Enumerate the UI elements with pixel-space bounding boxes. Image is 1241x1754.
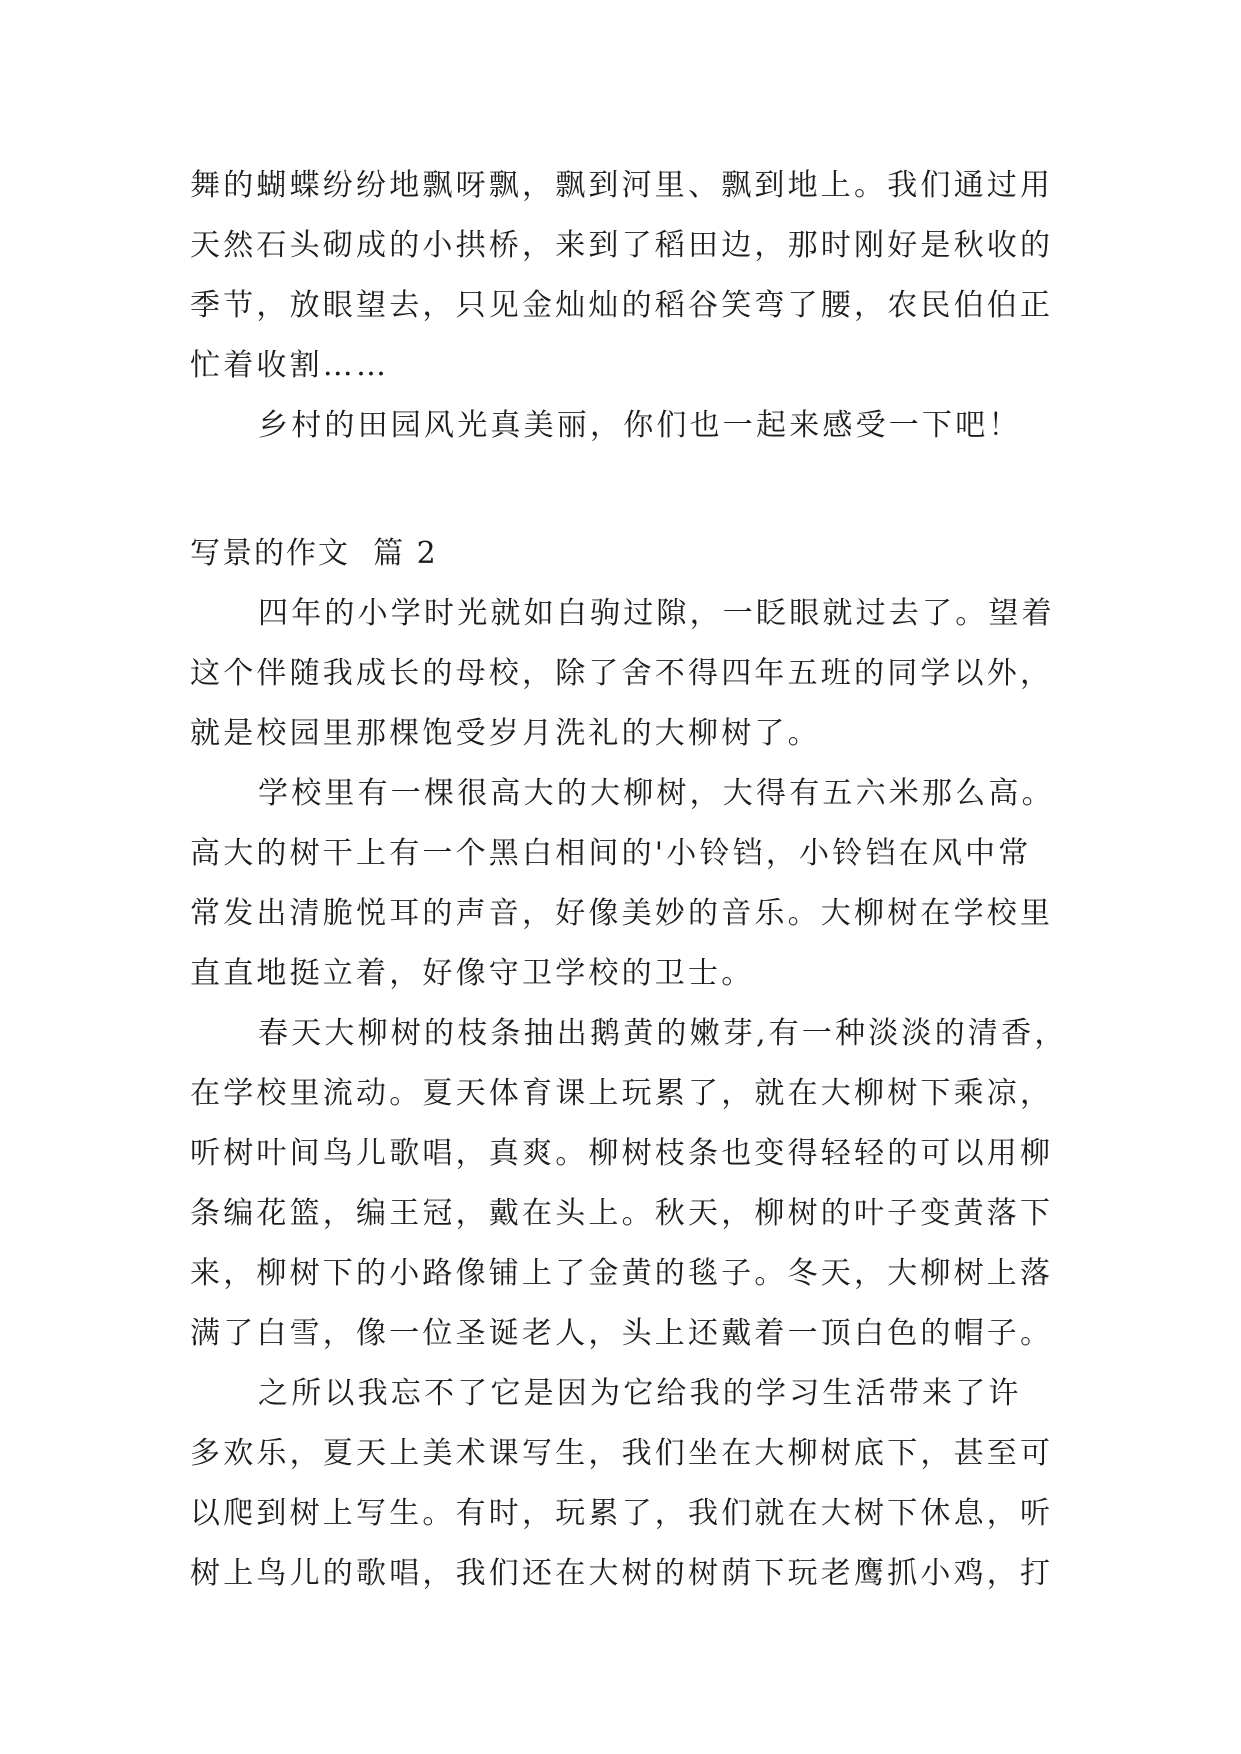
text-line: 忙着收割…… xyxy=(190,348,390,383)
paragraph xyxy=(190,584,1055,764)
text-line: 舞的蝴蝶纷纷地飘呀飘，飘到河里、飘到地上。我们通过用 xyxy=(190,168,1054,203)
text-line: 听树叶间鸟儿歌唱，真爽。柳树枝条也变得轻轻的可以用柳 xyxy=(190,1136,1054,1171)
text-line: 条编花篮，编王冠，戴在头上。秋天，柳树的叶子变黄落下 xyxy=(190,1196,1054,1231)
text-line: 直直地挺立着，好像守卫学校的卫士。 xyxy=(190,956,755,991)
text-line: 树上鸟儿的歌唱，我们还在大树的树荫下玩老鹰抓小鸡，打 xyxy=(190,1556,1054,1591)
text-line: 学校里有一棵很高大的大柳树，大得有五六米那么高。 xyxy=(258,776,1055,811)
paragraph xyxy=(190,1364,1054,1604)
text-line: 在学校里流动。夏天体育课上玩累了，就在大柳树下乘凉， xyxy=(190,1076,1054,1111)
paragraph xyxy=(190,764,1055,1004)
text-line: 这个伴随我成长的母校，除了舍不得四年五班的同学以外， xyxy=(190,656,1054,691)
text-line: 四年的小学时光就如白驹过隙，一眨眼就过去了。望着 xyxy=(258,596,1055,631)
text-line: 以爬到树上写生。有时，玩累了，我们就在大树下休息，听 xyxy=(190,1496,1054,1531)
text-line: 满了白雪，像一位圣诞老人，头上还戴着一顶白色的帽子。 xyxy=(190,1316,1054,1351)
paragraph xyxy=(190,1004,1068,1364)
text-line: 常发出清脆悦耳的声音，好像美妙的音乐。大柳树在学校里 xyxy=(190,896,1054,931)
section-heading: 写景的作文 篇 2 xyxy=(190,536,438,571)
text-line: 天然石头砌成的小拱桥，来到了稻田边，那时刚好是秋收的 xyxy=(190,228,1054,263)
article-body xyxy=(190,156,1068,1604)
paragraph-closing xyxy=(190,396,1050,456)
text-line: 季节，放眼望去，只见金灿灿的稻谷笑弯了腰，农民伯伯正 xyxy=(190,288,1054,323)
text-line: 乡村的田园风光真美丽，你们也一起来感受一下吧！ xyxy=(258,408,1022,443)
text-line: 就是校园里那棵饱受岁月洗礼的大柳树了。 xyxy=(190,716,821,751)
text-line: 春天大柳树的枝条抽出鹅黄的嫩芽,有一种淡淡的清香， xyxy=(258,1016,1068,1051)
text-line: 来，柳树下的小路像铺上了金黄的毯子。冬天，大柳树上落 xyxy=(190,1256,1054,1291)
paragraph-continuation xyxy=(190,156,1054,396)
text-line: 高大的树干上有一个黑白相间的'小铃铛，小铃铛在风中常 xyxy=(190,836,1032,871)
text-line: 多欢乐，夏天上美术课写生，我们坐在大柳树底下，甚至可 xyxy=(190,1436,1054,1471)
text-line: 之所以我忘不了它是因为它给我的学习生活带来了许 xyxy=(258,1376,1022,1411)
section-spacer xyxy=(190,456,1050,524)
